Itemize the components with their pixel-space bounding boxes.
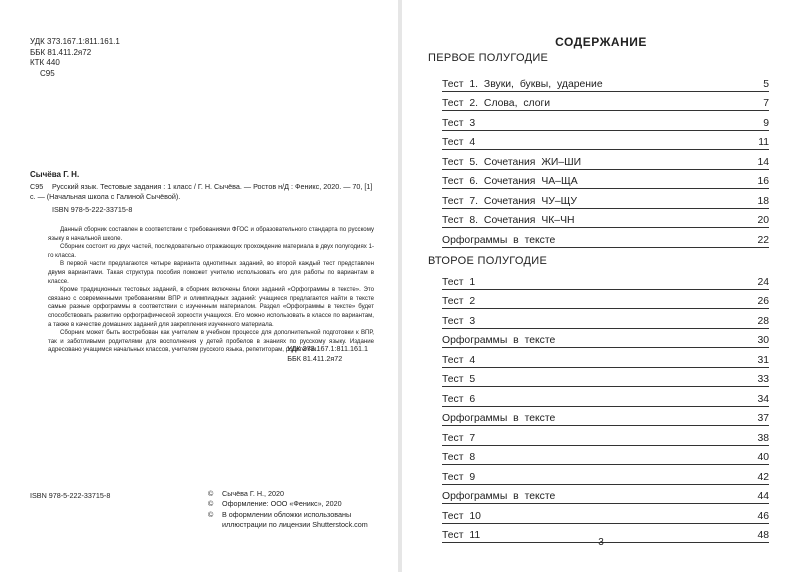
toc-entry-page: 9 [763,117,769,129]
toc-entry-page: 26 [757,296,769,307]
copyright-symbol: © [208,509,214,519]
toc-entry[interactable] [442,209,769,229]
toc-entry-label: Тест 4 [442,354,476,366]
toc-entry-label: Тест 2 [442,296,476,307]
toc-entry-page: 40 [757,452,769,463]
copyright-symbol: © [208,489,214,498]
toc-entry-label: Орфограммы в тексте [442,491,556,502]
toc-entry-page: 31 [757,354,769,366]
toc-entry-page: 48 [757,530,769,541]
toc-entry-label: Тест 7 [442,432,476,444]
isbn-top: ISBN 978-5-222-33715-8 [52,205,133,214]
copyright-line [208,499,368,509]
annotation-paragraph: В первой части предлагаются четыре варианта однотипных заданий, во второй каждый тест представлен двумя вариантами. Такая структура пособия поможет учителю использовать его для работы по вариантам в классе. [48,260,374,285]
udc-code: УДК 373.167.1:811.161.1 [30,37,120,46]
toc-entry-label: Тест 1 [442,276,476,288]
toc-list-first-half [442,72,769,248]
copyright-text: Сычёва Г. Н., 2020 [222,489,285,498]
toc-entry-page: 44 [757,491,769,502]
toc-entry[interactable] [442,270,769,290]
author-heading: Сычёва Г. Н. [30,170,80,179]
toc-entry[interactable] [442,504,769,524]
left-page [0,0,398,572]
copyright-block [208,489,368,530]
toc-entry[interactable] [442,485,769,505]
page-number: 3 [598,537,604,548]
toc-entry[interactable] [442,189,769,209]
toc-entry-label: Тест 8 [442,452,476,463]
toc-entry[interactable] [442,426,769,446]
annotation-paragraph: Сборник может быть востребован как учителем в учебном процессе для дополнительной подготовки к ВПР, так и заботливыми родителями для восполнения у детей пробелов в знаниях по русскому языку. Издание адресовано учащимся начальных классов, учителям русского языка, репетиторам, родителям. [48,329,374,354]
toc-entry[interactable] [442,329,769,349]
copyright-symbol: © [208,499,214,509]
bbk-code-bottom: ББК 81.411.2я72 [287,354,343,363]
toc-entry-label: Тест 6. Сочетания ЧА–ЩА [442,176,578,187]
toc-entry[interactable] [442,131,769,151]
toc-entry-page: 38 [757,432,769,444]
toc-entry[interactable] [442,150,769,170]
toc-entry-label: Тест 5 [442,374,476,385]
toc-entry-page: 33 [757,374,769,385]
toc-entry[interactable] [442,407,769,427]
toc-entry-label: Тест 2. Слова, слоги [442,98,551,109]
toc-entry-page: 46 [757,510,769,522]
toc-entry-page: 22 [757,234,769,246]
toc-entry[interactable] [442,290,769,310]
toc-entry-label: Тест 8. Сочетания ЧК–ЧН [442,215,575,226]
toc-entry-label: Орфограммы в тексте [442,413,556,424]
description-text: Русский язык. Тестовые задания : 1 класс / Г. Н. Сычёва. — Ростов н/Д : Феникс, 2020. — 70, [1] с. — (Начальная школа с Галиной Сычёвой). [30,182,373,201]
copyright-text: В оформлении обложки использованы [222,509,352,519]
ktk-code: КТК 440 [30,58,60,67]
toc-entry-label: Орфограммы в тексте [442,335,556,346]
copyright-text: Оформление: ООО «Феникс», 2020 [222,499,342,509]
toc-entry-label: Тест 4 [442,137,476,148]
description-code: С95 [30,182,44,191]
toc-entry[interactable] [442,170,769,190]
bibliographic-description [30,182,376,202]
toc-entry-label: Тест 9 [442,471,476,483]
toc-entry-page: 37 [757,413,769,424]
toc-entry-label: Тест 10 [442,510,481,522]
toc-entry[interactable] [442,446,769,466]
toc-entry-label: Тест 6 [442,393,476,405]
toc-entry[interactable] [442,111,769,131]
toc-entry[interactable] [442,465,769,485]
toc-entry-page: 18 [757,195,769,207]
toc-entry-label: Тест 3 [442,315,476,327]
toc-entry-label: Тест 7. Сочетания ЧУ–ЩУ [442,195,577,207]
bottom-codes [287,344,368,364]
annotation [48,226,374,355]
toc-entry-page: 7 [763,98,769,109]
copyright-line [208,489,368,499]
toc-entry-label: Тест 11 [442,530,481,541]
annotation-paragraph: Сборник состоит из двух частей, последовательно отражающих прохождение материала в двух полугодиях 1-го класса. [48,243,374,259]
toc-entry[interactable] [442,309,769,329]
toc-entry-label: Тест 3 [442,117,476,129]
toc-entry[interactable] [442,387,769,407]
toc-entry-page: 42 [757,471,769,483]
section-heading: ВТОРОЕ ПОЛУГОДИЕ [428,255,548,267]
toc-entry-page: 16 [757,176,769,187]
bibliographic-codes [30,37,120,79]
toc-entry-page: 20 [757,215,769,226]
isbn-bottom: ISBN 978-5-222-33715-8 [30,491,111,500]
toc-entry[interactable] [442,368,769,388]
copyright-line [208,510,368,520]
toc-list-second-half [442,270,769,543]
toc-entry-label: Тест 1. Звуки, буквы, ударение [442,78,603,90]
toc-entry[interactable] [442,72,769,92]
copyright-text: иллюстрации по лицензии Shutterstock.com [222,519,368,529]
copyright-line [208,520,368,530]
toc-entry-page: 11 [758,137,769,148]
toc-entry-label: Тест 5. Сочетания ЖИ–ШИ [442,156,582,168]
author-index: С95 [40,68,55,78]
toc-entry-page: 24 [757,276,769,288]
right-page [402,0,800,572]
toc-entry-page: 34 [757,393,769,405]
annotation-paragraph: Кроме традиционных тестовых заданий, в сборник включены блоки заданий «Орфограммы в тексте». Это связано с современными требованиями ВПР и олимпиадных заданий: учащиеся предлагается найти в тексте самые разные орфограммы в соответствии с изученным материалом. Раздел «Орфограммы в тексте» будет способствовать развитию орфографической зоркости учащихся. Его можно использовать в классе по вариантам, а также в качестве домашних заданий для закрепления изученного материала. [48,286,374,328]
annotation-paragraph: Данный сборник составлен в соответствии с требованиями ФГОС и образовательного стандарта по русскому языку в начальной школе. [48,226,374,242]
section-heading: ПЕРВОЕ ПОЛУГОДИЕ [428,52,549,64]
toc-entry[interactable] [442,348,769,368]
toc-entry-label: Орфограммы в тексте [442,234,556,246]
toc-entry-page: 30 [757,335,769,346]
toc-entry-page: 14 [757,156,769,168]
toc-title: СОДЕРЖАНИЕ [555,35,647,49]
udc-code-bottom: УДК 373.167.1:811.161.1 [287,344,368,353]
bbk-code: ББК 81.411.2я72 [30,47,92,57]
toc-entry[interactable] [442,228,769,248]
toc-entry[interactable] [442,92,769,112]
toc-entry-page: 28 [757,315,769,327]
toc-entry-page: 5 [763,78,769,90]
